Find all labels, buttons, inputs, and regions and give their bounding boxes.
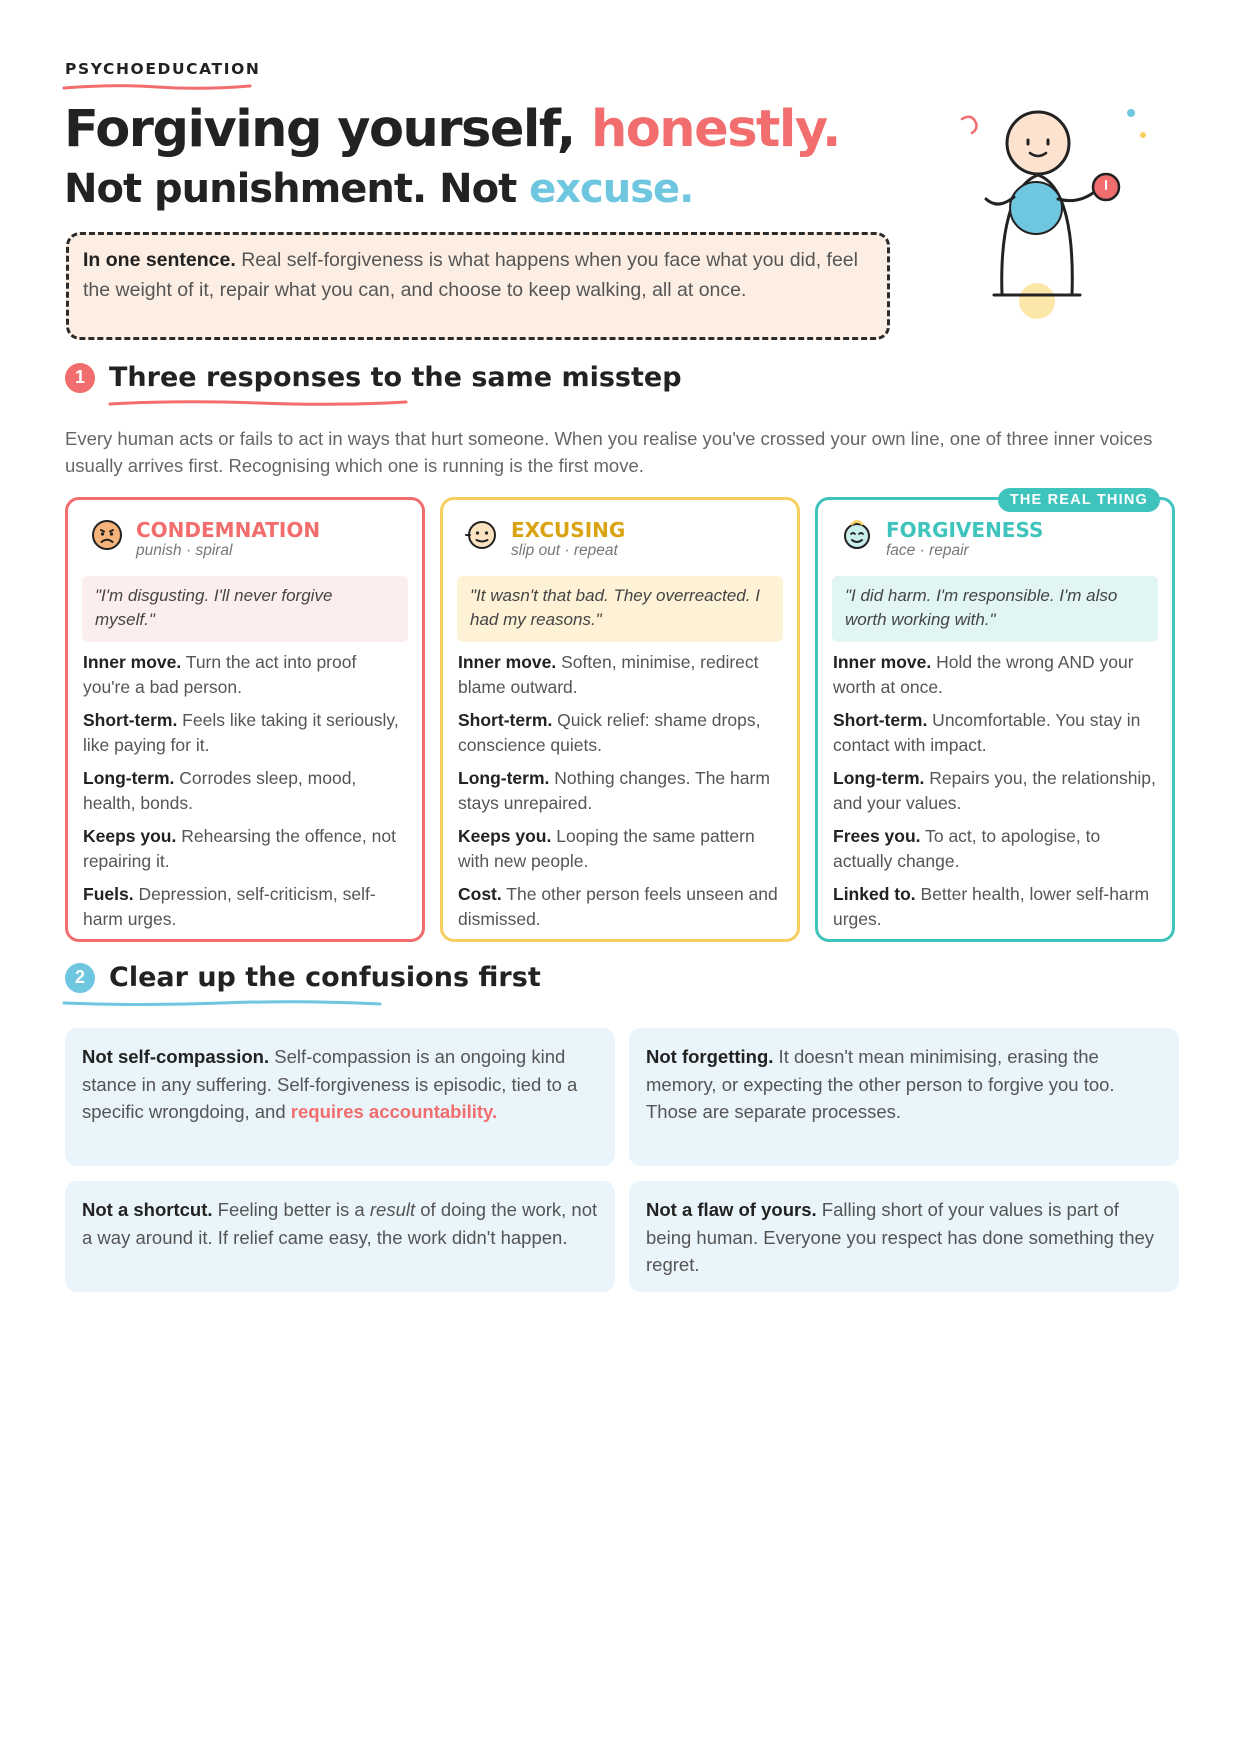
person-illustration [950,105,1170,335]
card-row: Short-term. Quick relief: shame drops, conscience quiets. [458,710,761,755]
neutral-face-icon [465,518,499,552]
card-row: Short-term. Feels like taking it seriously, like paying for it. [83,710,399,755]
card-row: Linked to. Better health, lower self-harm urges. [833,884,1150,929]
card-row: Short-term. Uncomfortable. You stay in contact with impact. [833,710,1141,755]
subtitle-accent: excuse. [529,166,694,212]
card-row: Long-term. Nothing changes. The harm stays unrepaired. [458,768,770,813]
card-row: Keeps you. Looping the same pattern with new people. [458,826,755,871]
confusion-card: Not self-compassion. Self-compassion is an ongoing kind stance in any suffering. Self-forgiveness is episodic, tied to a specific wrongdoing, and requires accountability. [65,1028,615,1166]
card-row: Long-term. Corrodes sleep, mood, health, bonds. [83,768,357,813]
summary-box [66,232,890,340]
section-2-number: 2 [65,963,95,993]
section-1-title: Three responses to the same misstep [109,362,682,393]
card-quote: "It wasn't that bad. They overreacted. I had my reasons." [457,576,783,642]
real-thing-badge: THE REAL THING [998,488,1160,512]
confusion-card: Not a shortcut. Feeling better is a result of doing the work, not a way around it. If relief came easy, the work didn't happen. [65,1181,615,1292]
card-row: Keeps you. Rehearsing the offence, not repairing it. [83,826,396,871]
summary-text: Real self-forgiveness is what happens when you face what you did, feel the weight of it, repair what you can, and choose to keep walking, all at once. [83,249,858,301]
title-accent: honestly. [590,100,840,159]
card-subtitle: slip out · repeat [511,542,618,559]
card-row: Inner move. Turn the act into proof you're a bad person. [83,652,357,697]
section-1-intro: Every human acts or fails to act in ways that hurt someone. When you realise you've crossed your own line, one of three inner voices usually arrives first. Recognising which one is running is the first move. [65,428,1153,476]
section-2-title: Clear up the confusions first [109,962,541,993]
card-row: Long-term. Repairs you, the relationship, and your values. [833,768,1156,813]
frown-face-icon [90,518,124,552]
card-row: Frees you. To act, to apologise, to actually change. [833,826,1101,871]
card-excusing [440,497,800,942]
card-title: FORGIVENESS [886,518,1044,542]
section-1-header [65,362,682,393]
section-2-header [65,962,541,993]
calm-face-icon [840,518,874,552]
section-1-underline [108,398,408,408]
card-forgiveness [815,492,1175,942]
card-title: CONDEMNATION [136,518,321,542]
card-subtitle: face · repair [886,542,969,559]
card-title: EXCUSING [511,518,626,542]
card-subtitle: punish · spiral [136,542,233,559]
card-quote: "I'm disgusting. I'll never forgive myself." [82,576,408,642]
eyebrow-underline [62,82,252,92]
summary-lead: In one sentence. [83,249,236,271]
card-quote: "I did harm. I'm responsible. I'm also worth working with." [832,576,1158,642]
page-title: Forgiving yourself, honestly. [64,100,840,159]
card-row: Inner move. Hold the wrong AND your worth at once. [833,652,1134,697]
confusion-card: Not a flaw of yours. Falling short of your values is part of being human. Everyone you respect has done something they regret. [629,1181,1179,1292]
section-2-underline [62,998,382,1008]
card-row: Cost. The other person feels unseen and dismissed. [458,884,778,929]
card-row: Inner move. Soften, minimise, redirect blame outward. [458,652,759,697]
card-row: Fuels. Depression, self-criticism, self-harm urges. [83,884,376,929]
confusion-card: Not forgetting. It doesn't mean minimising, erasing the memory, or expecting the other person to forgive you too. Those are separate processes. [629,1028,1179,1166]
accountability-highlight: requires accountability. [290,1101,498,1122]
page-subtitle: Not punishment. Not excuse. [64,166,694,212]
card-condemnation [65,497,425,942]
section-1-number: 1 [65,363,95,393]
eyebrow-label: PSYCHOEDUCATION [65,60,261,78]
